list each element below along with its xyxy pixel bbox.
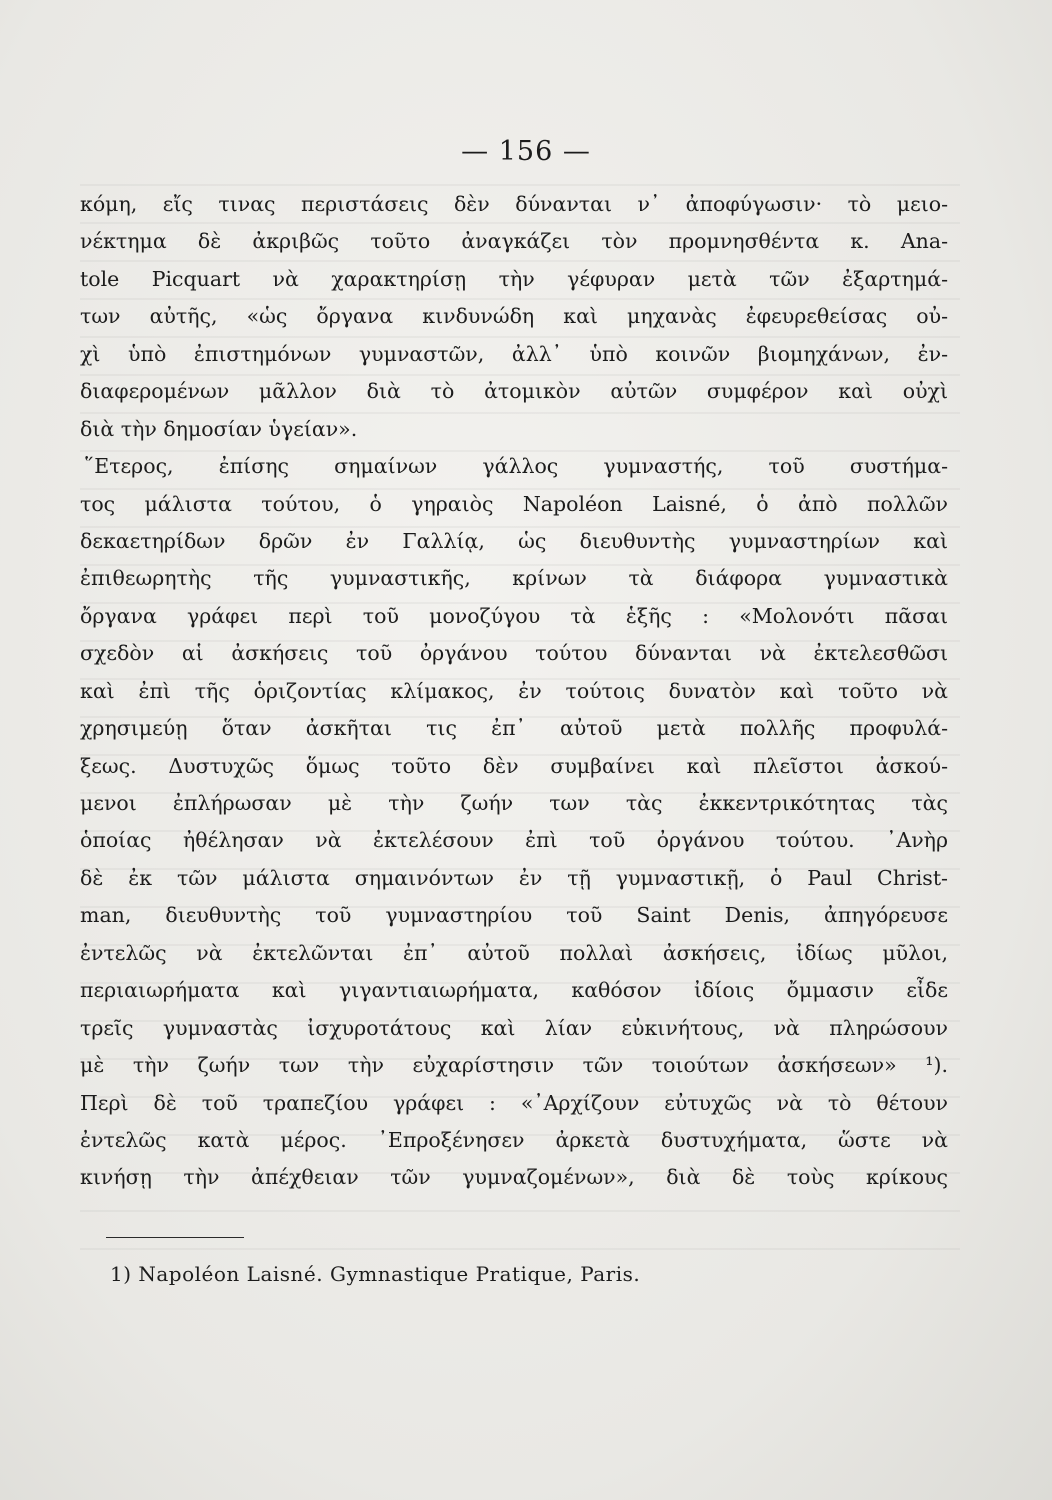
text-line: καὶ ἐπὶ τῆς ὁριζοντίας κλίμακος, ἐν τούτοις δυνατὸν καὶ τοῦτο νὰ [80, 678, 948, 703]
text-line: περιαιωρήματα καὶ γιγαντιαιωρήματα, καθόσον ἰδίοις ὄμμασιν εἶδε [80, 978, 948, 1003]
text-line: tole Picquart νὰ χαρακτηρίσῃ τὴν γέφυραν μετὰ τῶν ἐξαρτημά- [80, 266, 948, 291]
text-line: δεκαετηρίδων δρῶν ἐν Γαλλίᾳ, ὡς διευθυντὴς γυμναστηρίων καὶ [80, 528, 948, 553]
text-line: ξεως. Δυστυχῶς ὅμως τοῦτο δὲν συμβαίνει καὶ πλεῖστοι ἀσκού- [80, 753, 948, 778]
text-line: man, διευθυντὴς τοῦ γυμναστηρίου τοῦ Saint Denis, ἀπηγόρευσε [80, 903, 948, 928]
text-line: των αὐτῆς, «ὡς ὄργανα κινδυνώδη καὶ μηχανὰς ἐφευρεθείσας οὐ- [80, 304, 948, 329]
page-number: — 156 — [461, 136, 591, 167]
main-text [80, 186, 948, 1197]
text-line: Περὶ δὲ τοῦ τραπεζίου γράφει : «᾿Αρχίζουν εὐτυχῶς νὰ τὸ θέτουν [80, 1090, 948, 1115]
text-line: ἐπιθεωρητὴς τῆς γυμναστικῆς, κρίνων τὰ διάφορα γυμναστικὰ [80, 566, 948, 591]
text-line: τος μάλιστα τούτου, ὁ γηραιὸς Napoléon Laisné, ὁ ἀπὸ πολλῶν [80, 491, 948, 516]
text-line: ὁποίας ἠθέλησαν νὰ ἐκτελέσουν ἐπὶ τοῦ ὀργάνου τούτου. ᾿Ανὴρ [80, 828, 948, 853]
text-line: χὶ ὑπὸ ἐπιστημόνων γυμναστῶν, ἀλλ᾿ ὑπὸ κοινῶν βιομηχάνων, ἐν- [80, 341, 948, 366]
text-line: δὲ ἐκ τῶν μάλιστα σημαινόντων ἐν τῇ γυμναστικῇ, ὁ Paul Christ- [80, 865, 948, 890]
footnote-divider [106, 1237, 244, 1238]
text-line: σχεδὸν αἱ ἀσκήσεις τοῦ ὀργάνου τούτου δύνανται νὰ ἐκτελεσθῶσι [80, 641, 948, 666]
text-line: ἐντελῶς κατὰ μέρος. ᾿Επροξένησεν ἀρκετὰ δυστυχήματα, ὥστε νὰ [80, 1127, 948, 1152]
text-line: νέκτημα δὲ ἀκριβῶς τοῦτο ἀναγκάζει τὸν προμνησθέντα κ. Ana- [80, 229, 948, 254]
text-line: μενοι ἐπλήρωσαν μὲ τὴν ζωήν των τὰς ἐκκεντρικότητας τὰς [80, 791, 948, 815]
text-line: διὰ τὴν δημοσίαν ὑγείαν». [80, 416, 358, 441]
text-line: χρησιμεύῃ ὅταν ἀσκῆται τις ἐπ᾿ αὐτοῦ μετὰ πολλῆς προφυλά- [80, 716, 948, 741]
text-line: κινήσῃ τὴν ἀπέχθειαν τῶν γυμναζομένων», διὰ δὲ τοὺς κρίκους [80, 1165, 948, 1190]
text-line: ῞Ετερος, ἐπίσης σημαίνων γάλλος γυμναστής, τοῦ συστήμα- [84, 454, 948, 479]
text-line: μὲ τὴν ζωήν των τὴν εὐχαρίστησιν τῶν τοιούτων ἀσκήσεων» ¹). [80, 1053, 948, 1078]
footnote: 1) Napoléon Laisné. Gymnastique Pratique, Paris. [110, 1262, 641, 1286]
text-line: κόμη, εἴς τινας περιστάσεις δὲν δύνανται ν᾿ ἀποφύγωσιν· τὸ μειο- [80, 192, 948, 216]
text-line: ἐντελῶς νὰ ἐκτελῶνται ἐπ᾿ αὐτοῦ πολλαὶ ἀσκήσεις, ἰδίως μῦλοι, [80, 940, 948, 965]
text-line: διαφερομένων μᾶλλον διὰ τὸ ἀτομικὸν αὐτῶν συμφέρον καὶ οὐχὶ [80, 379, 948, 404]
text-line: ὄργανα γράφει περὶ τοῦ μονοζύγου τὰ ἑξῆς : «Μολονότι πᾶσαι [80, 603, 948, 628]
text-line: τρεῖς γυμναστὰς ἰσχυροτάτους καὶ λίαν εὐκινήτους, νὰ πληρώσουν [80, 1015, 948, 1040]
